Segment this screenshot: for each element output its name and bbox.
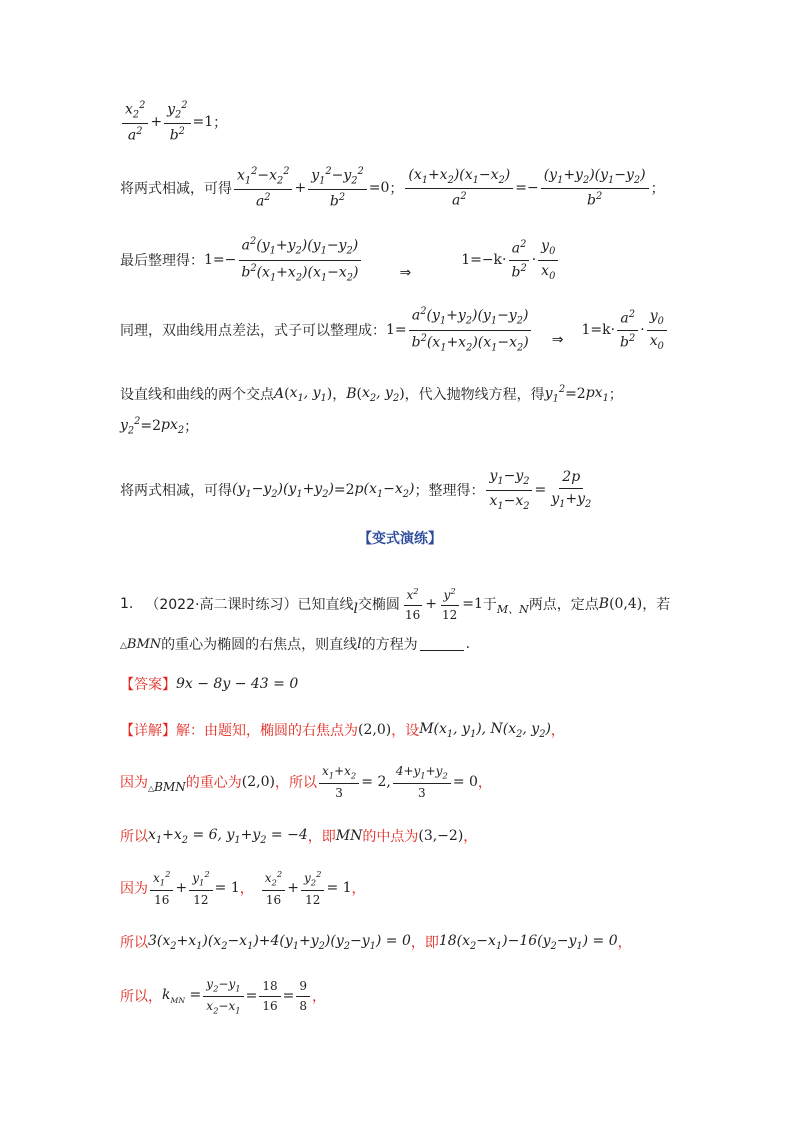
implies-arrow: ⇒: [551, 332, 564, 348]
text-prefix: 将两式相减，可得: [120, 483, 232, 499]
punct: ，: [239, 881, 254, 897]
equation-final-ellipse: 最后整理得： 1=− $\frac{a^2(y_1+y_2)(y_1-y_2)}{b^2(x_1+x_2)(x_1-x_2)}$ ⇒ 1=−k· $\frac{a^2}{b^2}$ · $\frac{y_0}{x_0}$: [120, 230, 720, 290]
text-prefix: 将两式相减，可得: [120, 181, 232, 197]
question-text: 的重心为椭圆的右焦点，则直线: [161, 637, 358, 653]
equation-parabola-result: 将两式相减，可得 $(y_1-y_2)(y_1+y_2)$ =2 $p(x_1-x_2)$ ；整理得： $\frac{y_1-y_2}{x_1-x_2}$ = $\frac{2p}{y_1+y_2}$: [120, 467, 592, 512]
question-1-line-1: 1. （2022·高二课时练习） 已知直线 l 交椭圆 $\frac{x^2}{16}$ + $\frac{y^2}{12}$ =1 于 M、N 两点，定点 B (0,4) ，若: [120, 586, 671, 622]
question-text: 已知直线: [297, 597, 354, 613]
points-mn: M、N: [496, 603, 529, 616]
detail-text: ，即: [307, 829, 336, 845]
detail-text: 因为: [120, 881, 148, 897]
fraction: $\frac{y_2^2}{b^2}$: [164, 100, 190, 145]
detail-text: 所以，: [120, 989, 162, 1005]
implies-arrow: ⇒: [399, 265, 412, 281]
punct: ，: [463, 829, 478, 845]
detail-text: 所以: [120, 935, 148, 951]
detail-line-1: 【详解】 解：由题知，椭圆的右焦点为 (2,0) ，设 $M(x_1$, $y_1$), $N(x_2$, $y_2$) ，: [120, 720, 565, 740]
equation-parabola-point2: $y_2^2$ =2 $px_2$ ；: [120, 415, 199, 437]
text-prefix: 最后整理得：: [120, 253, 204, 269]
punct: ；: [650, 181, 665, 197]
equation-ellipse-point2: $\frac{x_2^2}{a^2}$ + $\frac{y_2^2}{b^2}$ =1 ；: [120, 92, 720, 152]
question-source: （2022·高二课时练习）: [145, 597, 298, 613]
equation-subtract-ellipse: 将两式相减，可得 $\frac{x_1^2-x_2^2}{a^2}$ + $\frac{y_1^2-y_2^2}{b^2}$ =0 ； $\frac{(x_1+x_2)(x_1-x_2)}{a^2}$ =− $\frac{(y_1+y_2)(y_1-y_2)}{b^2}$ ；: [120, 165, 665, 210]
punct: ，: [617, 935, 632, 951]
detail-text: 的中点为: [362, 829, 419, 845]
punct: ；: [608, 387, 623, 403]
punct: ，: [332, 387, 347, 403]
detail-text: 因为: [120, 775, 148, 791]
text-mid: ，代入抛物线方程，得: [404, 387, 545, 403]
punct: ；: [389, 181, 404, 197]
equation-hyperbola: 同理，双曲线用点差法，式子可以整理成： 1= $\frac{a^2(y_1+y_2)(y_1-y_2)}{b^2(x_1+x_2)(x_1-x_2)}$ ⇒ 1=k· $\frac{a^2}{b^2}$ · $\frac{y_0}{x_0}$: [120, 300, 720, 360]
punct: .: [465, 636, 471, 652]
detail-text: 所以: [120, 829, 148, 845]
question-text: 交椭圆: [357, 597, 400, 613]
answer-blank: [420, 638, 464, 651]
detail-line-2: 因为 △BMN 的重心为 (2,0) ，所以 $\frac{x_1+x_2}{3}$ = 2, $\frac{4+y_1+y_2}{3}$ = 0 ，: [120, 764, 492, 800]
text-mid: ；整理得：: [414, 483, 485, 499]
text-parabola-intro: 设直线和曲线的两个交点 A ( $x_1$, $y_1$ ) ， B ( $x_2$, $y_2$ ) ，代入抛物线方程，得 $y_1^2$ =2 $px_1$ ；: [120, 383, 623, 405]
question-text: 于: [482, 597, 497, 613]
punct: ；: [213, 115, 228, 131]
text-prefix: 设直线和曲线的两个交点: [120, 387, 274, 403]
detail-line-4: 因为 $\frac{x_1^2}{16}$ + $\frac{y_1^2}{12}$ = 1 ， $\frac{x_2^2}{16}$ + $\frac{y_2^2}{12}$ = 1 ，: [120, 869, 366, 907]
punct: ，: [351, 881, 366, 897]
punct: ；: [184, 419, 199, 435]
punct: ，: [550, 723, 565, 739]
detail-text: ，即: [410, 935, 439, 951]
question-number: 1.: [120, 596, 134, 612]
answer-tag: 【答案】: [120, 677, 176, 693]
punct: ，: [477, 775, 492, 791]
section-title: 【变式演练】: [358, 531, 442, 547]
detail-line-6: 所以， $k_{MN}$ = $\frac{y_2-y_1}{x_2-x_1}$ = $\frac{18}{16}$ = $\frac{9}{8}$ ，: [120, 977, 326, 1015]
question-1-line-2: △BMN 的重心为椭圆的右焦点，则直线 l 的方程为 .: [120, 636, 471, 653]
punct: ，: [311, 989, 326, 1005]
detail-text: ，所以: [274, 775, 317, 791]
answer-value: 9x − 8y − 43 = 0: [176, 676, 299, 692]
detail-text: ，设: [391, 723, 420, 739]
question-text: 的方程为: [361, 637, 418, 653]
detail-tag: 【详解】: [120, 723, 176, 739]
detail-text: 解：由题知，椭圆的右焦点为: [176, 723, 358, 739]
detail-line-3: 所以 $x_1+x_2 = 6$, $y_1+y_2 = -4$ ，即 MN 的中点为 (3,−2) ，: [120, 826, 478, 846]
fraction: $\frac{x_2^2}{a^2}$: [122, 100, 148, 145]
detail-text: 的重心为: [185, 775, 242, 791]
detail-line-5: 所以 $3(x_2+x_1)(x_2-x_1)+4(y_1+y_2)(y_2-y_1) = 0$ ，即 $18(x_2-x_1)-16(y_2-y_1) = 0$ ，: [120, 932, 632, 952]
text-prefix: 同理，双曲线用点差法，式子可以整理成：: [120, 323, 386, 339]
question-text: ，若: [642, 597, 671, 613]
question-text: 两点，定点: [528, 597, 599, 613]
